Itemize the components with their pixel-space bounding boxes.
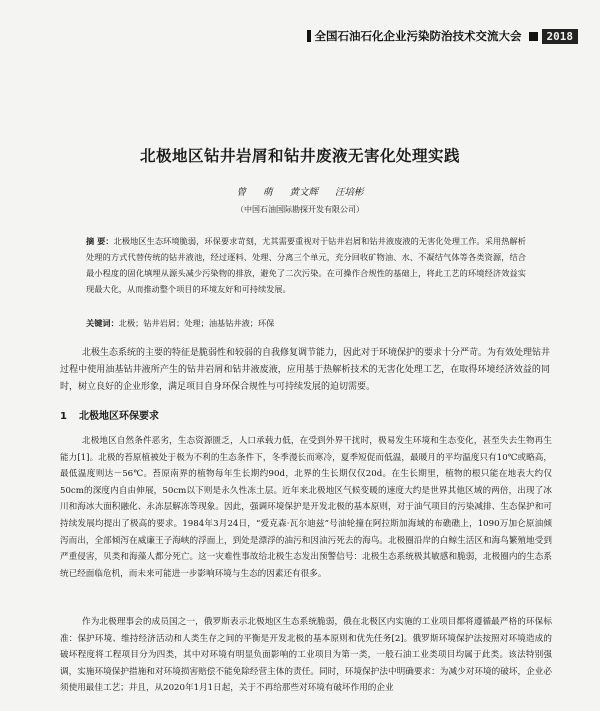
authors: 曾 萌 黄文辉 汪培彬 xyxy=(236,187,364,198)
intro-paragraph: 北极生态系统的主要的特征是脆弱性和较弱的自我修复调节能力，因此对于环境保护的要求十分严苛。为有效处理钻井过程中使用油基钻井液所产生的钻井岩屑和钻井液废液，应用基于热解析技术的无害化处理工艺，在取得环境经济效益的同时，树立良好的企业形象，满足项目自身环保合规性与可持续发展的迫切需要。 xyxy=(60,348,551,392)
paper-title: 北极地区钻井岩屑和钻井废液无害化处理实践 xyxy=(139,147,460,165)
keywords-label: 关键词： xyxy=(86,318,119,328)
section-heading xyxy=(60,407,159,422)
keywords xyxy=(86,315,526,331)
running-header-year: 2018 xyxy=(542,29,579,44)
affiliation: （中国石油国际勘探开发有限公司） xyxy=(236,205,364,214)
running-header-text: 全国石油石化企业污染防治技术交流大会 xyxy=(314,29,522,43)
abstract-label: 摘 要： xyxy=(86,236,114,246)
running-header xyxy=(307,27,579,45)
abstract-text: 北极地区生态环境脆弱，环保要求苛刻，尤其需要重视对于钻井岩屑和钻井液废液的无害化处理工作。采用热解析处理的方式代替传统的钻井液池，经过逐料、处理、分离三个单元，充分回收矿物油、水、不凝结气体等各类资源，结合最小程度的固化填埋从源头减少污染物的排放，避免了二次污染。在可操作合规性的基础上，将此工艺的环境经济效益实现最大化，从而推动整个项目的环境友好和可持续发展。 xyxy=(86,236,526,294)
body-paragraph-2: 作为北极理事会的成员国之一，俄罗斯表示北极地区生态系统脆弱，俄在北极区内实施的工业项目都将遵循最严格的环保标准：保护环境、维持经济活动和人类生存之间的平衡是开发北极的基本原则和优先任务[2]。俄罗斯环境保护法按照对环境造成的破坏程度将工程项目分为四类，其中对环境有明显负面影响的工业项目为第一类，一般石油工业类项目均属于此类。该法特别强调，实施环境保护措施和对环境损害赔偿不能免除经营主体的责任。同时，环境保护法中明确要求：为减少对环境的破坏，企业必须使用最佳工艺；并且，从2020年1月1日起，关于不再给那些对环境有破坏作用的企业 xyxy=(60,617,552,694)
abstract xyxy=(86,233,526,297)
section-title: 北极地区环保要求 xyxy=(78,411,159,422)
header-bar-mark xyxy=(307,30,311,42)
header-square-mark xyxy=(529,32,538,41)
section-number: 1 xyxy=(60,411,67,422)
body-paragraph-1: 北极地区自然条件恶劣，生态资源匮乏，人口承载力低，在受到外界干扰时，极易发生环境和生态变化，甚至失去生物再生能力[1]。北极的苔原植被处于极为不利的生态条件下，冬季漫长而寒冷，夏季短促而低温，最暖月的平均温度只有10℃或略高，最低温度则达－56℃。苔原南界的植物每年生长期约90d，北界的生长期仅仅20d。在生长期里，植物的根只能在地表大约仅50cm的深度内自由伸展，50cm以下则是永久性冻土层。近年来北极地区气候变暖的速度大约是世界其他区域的两倍，出现了冰川和海冰大面积融化、永冻层解冻等现象。因此，强调环境保护是开发北极的基本原则，对于油气项目的污染减排、生态保护和可持续发展均提出了极高的要求。1984年3月24日，“爱克森·瓦尔迪兹”号油轮撞在阿拉斯加海域的布礁礁上，1090万加仑原油倾泻而出，全部倾泻在威廉王子海峡的浮面上，到处是漂浮的油污和因油污死去的海鸟。北极圈沿岸的白鲸生活区和海鸟繁殖地受到严重侵害，贝类和海藻人都分死亡。这一灾难性事故给北极生态发出预警信号：北极生态系统极其敏感和脆弱，北极圈内的生态系统已经面临危机，而未来可能进一步影响环境与生态的因素还有很多。 xyxy=(60,436,552,579)
keywords-text: 北极；钻井岩屑；处理；油基钻井液；环保 xyxy=(118,318,275,328)
